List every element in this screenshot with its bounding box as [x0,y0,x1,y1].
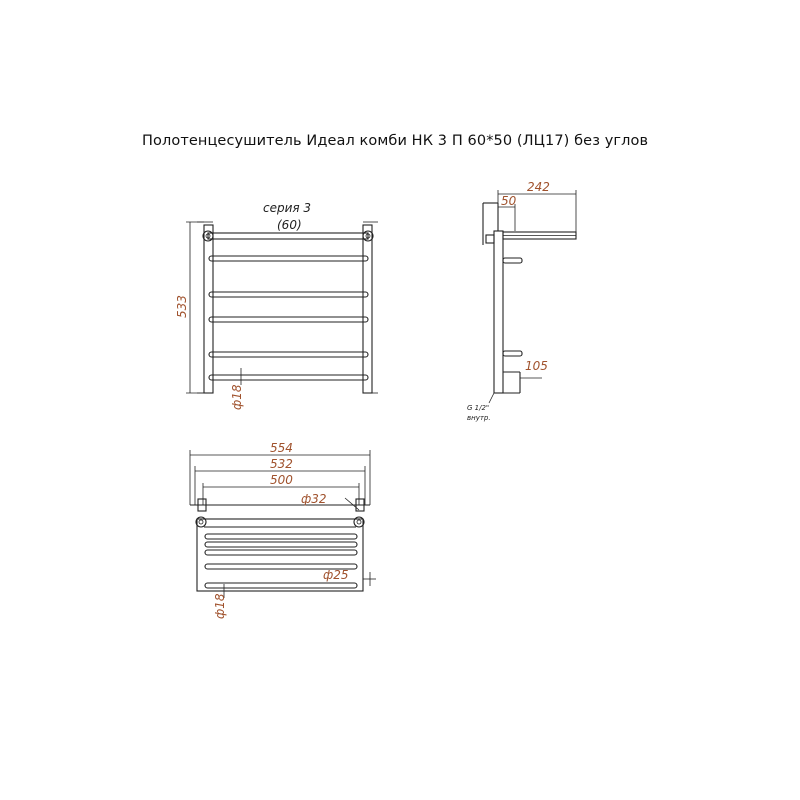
tube-dim-leader [230,368,250,410]
wall-dim-label: 50 [501,194,517,208]
side-stub [503,258,522,263]
top-bar [203,231,373,241]
front-view [175,201,378,410]
width-inner-label: 500 [270,473,293,487]
rungs [209,256,368,380]
width-mid-label: 532 [270,457,293,471]
top-tube-dim-leader [213,584,228,619]
side-stub [503,351,522,356]
thread-label: G 1/2" [467,404,490,412]
thread-note: внутр. [467,414,491,422]
side-collector [494,231,503,393]
series-label: серия 3 [263,201,312,215]
wall-dimension [498,194,517,231]
side-view [467,180,576,422]
drawing-title: Полотенцесушитель Идеал комби НК 3 П 60*50 (ЛЦ17) без углов [142,133,649,149]
bottom-fitting [503,372,542,393]
right-collector [363,222,378,393]
bottom-dim-label: 105 [525,359,548,373]
left-collector [197,222,213,393]
width-outer-label: 554 [270,441,293,455]
rung [209,352,368,357]
collector-dim-callout [301,492,359,510]
rung [209,375,368,380]
height-dim-label: 533 [175,295,189,318]
thread-callout [467,393,494,422]
shelf-tube-dim-label: ф25 [323,568,349,582]
rung [209,256,368,261]
height-dimension [175,222,204,393]
rung [209,317,368,322]
wall-mount [483,203,498,245]
rung [209,292,368,297]
width-inner-dimension [203,473,359,505]
collector-dim-label: ф32 [301,492,327,506]
top-view [190,441,376,619]
size-label: (60) [277,218,302,232]
top-tube-dim-label: ф18 [213,593,227,619]
front-tube-dim-label: ф18 [230,384,244,410]
depth-dim-label: 242 [527,180,550,194]
wall-brackets [190,499,370,511]
